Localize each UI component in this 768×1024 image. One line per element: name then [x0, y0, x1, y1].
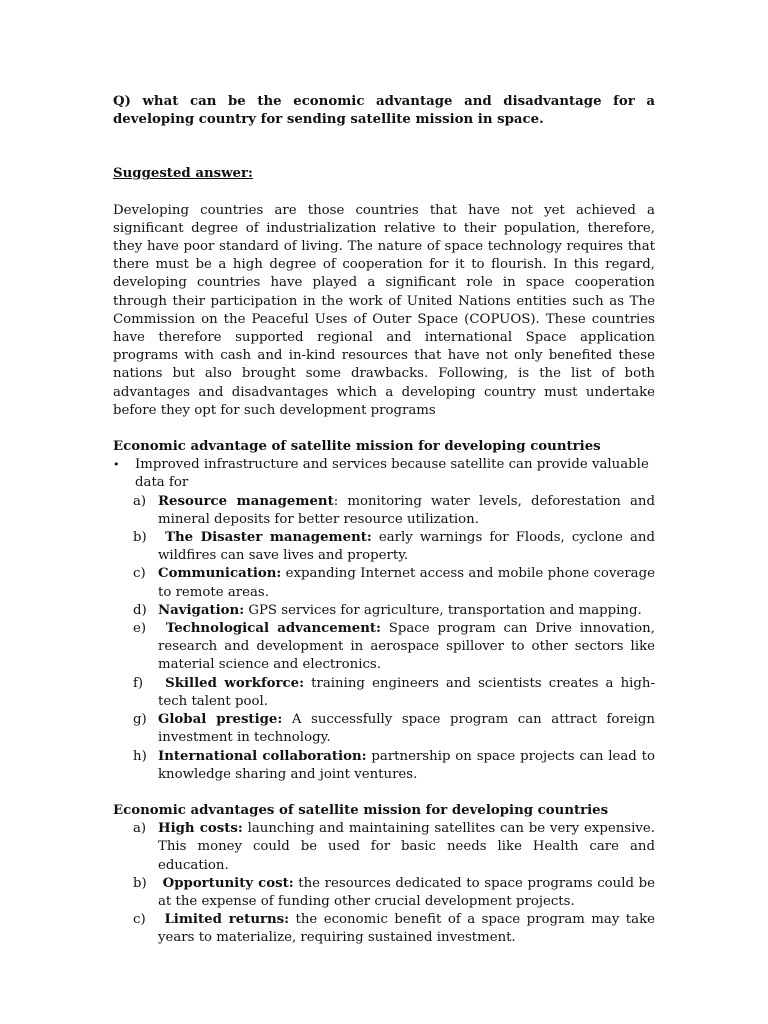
suggested-answer-heading: Suggested answer:	[113, 166, 253, 182]
item-term: Skilled workforce:	[165, 675, 305, 691]
item-term: High costs:	[158, 821, 243, 837]
item-term: International collaboration:	[158, 748, 367, 764]
bullet-item	[113, 456, 655, 492]
item-term: Technological advancement:	[165, 621, 381, 637]
advantages-heading: Economic advantage of satellite mission for developing countries	[113, 439, 601, 455]
list-item	[133, 711, 655, 747]
intro-paragraph: Developing countries are those countries that have not yet achieved a significant degree of industrialization relative to their population, therefore, they have poor standard of living. The nature of space technology requires that there must be a high degree of cooperation for it to flourish. In this regard, developing countries have played a significant role in space cooperation through their participation in the work of United Nations entities such as The Commission on the Peaceful Uses of Outer Space (COPUOS). These countries have therefore supported regional and international Space application programs with cash and in-kind resources that have not only benefited these nations but also brought some drawbacks. Following, is the list of both advantages and disadvantages which a developing country must undertake before they opt for such development programs	[113, 202, 655, 418]
item-text: expanding Internet access and mobile phone coverage to remote areas.	[158, 566, 655, 600]
item-term: Resource management	[158, 493, 334, 509]
list-item	[133, 820, 655, 875]
list-item	[133, 529, 655, 565]
item-letter: c)	[133, 912, 146, 928]
bullet-dot-icon: •	[113, 458, 120, 472]
item-text: : monitoring water levels, deforestation and mineral deposits for better resource utilization.	[158, 493, 655, 527]
list-item	[133, 620, 655, 675]
item-letter: d)	[133, 602, 147, 618]
list-item	[133, 565, 655, 601]
item-letter: h)	[133, 748, 147, 764]
item-term: Limited returns:	[164, 912, 290, 928]
disadvantages-list	[113, 820, 655, 947]
bullet-text: Improved infrastructure and services because satellite can provide valuable data for	[135, 457, 649, 491]
list-item	[133, 675, 655, 711]
item-text: training engineers and scientists creates a high-tech talent pool.	[158, 675, 655, 709]
disadvantages-heading: Economic advantages of satellite mission for developing countries	[113, 802, 609, 818]
item-text: early warnings for Floods, cyclone and wildfires can save lives and property.	[158, 530, 655, 564]
item-term: Opportunity cost:	[162, 875, 294, 891]
item-text: the economic benefit of a space program may take years to materialize, requiring sustained investment.	[158, 912, 655, 946]
document-page	[113, 93, 655, 948]
item-letter: f)	[133, 675, 144, 691]
list-item	[133, 748, 655, 784]
question-text: Q) what can be the economic advantage and disadvantage for a developing country for sending satellite mission in space.	[113, 94, 655, 128]
item-term: Communication:	[158, 566, 282, 582]
item-letter: b)	[133, 875, 147, 891]
item-letter: c)	[133, 566, 146, 582]
item-text: GPS services for agriculture, transportation and mapping.	[244, 602, 642, 618]
list-item	[133, 602, 655, 620]
list-item	[133, 493, 655, 529]
item-text: Space program can Drive innovation, research and development in aerospace spillover to other sectors like material science and electronics.	[158, 621, 655, 673]
item-text: launching and maintaining satellites can be very expensive. This money could be used for basic needs like Health care and education.	[158, 821, 655, 873]
item-term: Global prestige:	[158, 712, 283, 728]
item-term: The Disaster management:	[165, 530, 372, 546]
item-text: A successfully space program can attract foreign investment in technology.	[158, 712, 655, 746]
item-term: Navigation:	[158, 602, 245, 618]
list-item	[133, 911, 655, 947]
item-letter: e)	[133, 621, 147, 637]
item-letter: a)	[133, 493, 147, 509]
item-letter: b)	[133, 530, 147, 546]
item-letter: a)	[133, 821, 147, 837]
advantages-list	[113, 493, 655, 784]
list-item	[133, 875, 655, 911]
item-text: partnership on space projects can lead to knowledge sharing and joint ventures.	[158, 748, 655, 782]
item-letter: g)	[133, 712, 147, 728]
item-text: the resources dedicated to space programs could be at the expense of funding other crucial development projects.	[158, 875, 655, 909]
